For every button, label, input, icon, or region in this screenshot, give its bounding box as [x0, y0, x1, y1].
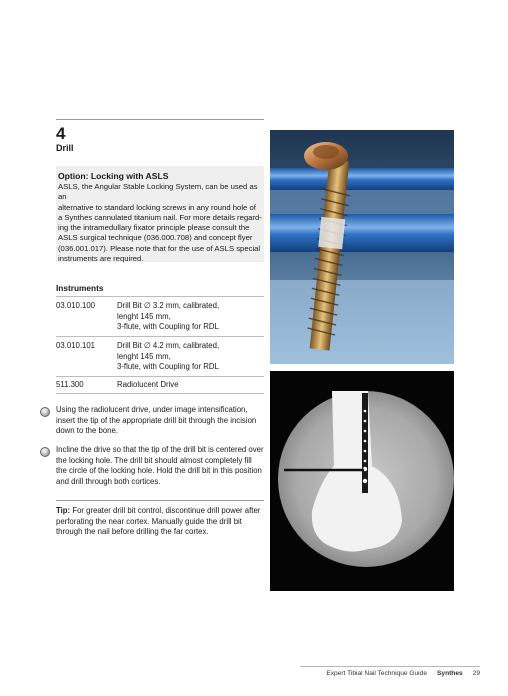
instrument-rule [56, 376, 264, 377]
instrument-code: 511.300 [56, 380, 84, 389]
tip-label: Tip: [56, 506, 71, 515]
page-footer [300, 670, 480, 677]
screw-photo-image [270, 130, 454, 364]
instrument-line: lenght 145 mm, [117, 311, 171, 321]
instrument-description [117, 341, 267, 373]
instrument-code: 03.010.101 [56, 341, 96, 350]
option-line: ing the intramedullary fixator principle please consult the [58, 223, 250, 233]
instrument-rule [56, 393, 264, 394]
option-line: ASLS surgical technique (036.000.708) and concept flyer [58, 233, 253, 243]
procedure-line: Using the radiolucent drive, under image intensification, [56, 405, 248, 414]
footer-guide-title: Expert Tibial Nail Technique Guide [326, 670, 427, 677]
tip-line: perforating the near cortex. Manually guide the drill bit [56, 516, 242, 526]
instrument-rule [56, 336, 264, 337]
procedure-step [56, 405, 268, 437]
instrument-line: Radiolucent Drive [117, 380, 179, 389]
procedure-step [56, 445, 268, 487]
option-line: (036.001.017). Please note that for the use of ASLS special [58, 243, 261, 253]
option-line: alternative to standard locking screws in any round hole of [58, 202, 256, 212]
step-bullet-icon [40, 447, 50, 457]
instrument-description [117, 301, 267, 333]
procedure-line: the circle of the locking hole. Hold the drill bit in this position [56, 466, 262, 476]
procedure-line: the locking hole. The drill bit should almost completely fill [56, 455, 252, 465]
procedure-line: and drill through both cortices. [56, 476, 161, 486]
footer-rule [300, 666, 480, 667]
tip-rule [56, 500, 264, 501]
step-rule [56, 119, 264, 120]
option-line: instruments are required. [58, 254, 144, 264]
instrument-line: 3-flute, with Coupling for RDL [117, 322, 219, 332]
instrument-line: Drill Bit ∅ 3.2 mm, calibrated, [117, 301, 220, 310]
option-line: a Synthes cannulated titanium nail. For more details regard- [58, 212, 262, 222]
procedure-line: insert the tip of the appropriate drill bit through the incision [56, 415, 257, 425]
step-bullet-icon [40, 407, 50, 417]
tip-line: through the nail before drilling the far cortex. [56, 527, 209, 537]
xray-image [270, 371, 454, 591]
screw-photo [270, 130, 454, 364]
procedure-line: Incline the drive so that the tip of the drill bit is centered over [56, 445, 264, 454]
option-line: ASLS, the Angular Stable Locking System, can be used as an [58, 182, 258, 202]
instrument-line: Drill Bit ∅ 4.2 mm, calibrated, [117, 341, 220, 350]
step-number: 4 [56, 124, 66, 143]
instrument-code: 03.010.100 [56, 301, 96, 310]
tip-box [56, 506, 268, 538]
procedure-line: down to the bone. [56, 426, 118, 436]
instrument-line: lenght 145 mm, [117, 351, 171, 361]
tip-line: For greater drill bit control, discontinue drill power after [70, 506, 261, 515]
instrument-line: 3-flute, with Coupling for RDL [117, 362, 219, 372]
option-heading: Option: Locking with ASLS [58, 171, 169, 181]
footer-brand: Synthes [437, 670, 463, 677]
instruments-rule [56, 296, 264, 297]
instrument-description [117, 380, 267, 391]
xray-image-graphic [270, 371, 454, 591]
instruments-heading: Instruments [56, 283, 104, 293]
page-number: 29 [472, 670, 480, 677]
step-title: Drill [56, 143, 74, 153]
option-text [58, 182, 262, 264]
